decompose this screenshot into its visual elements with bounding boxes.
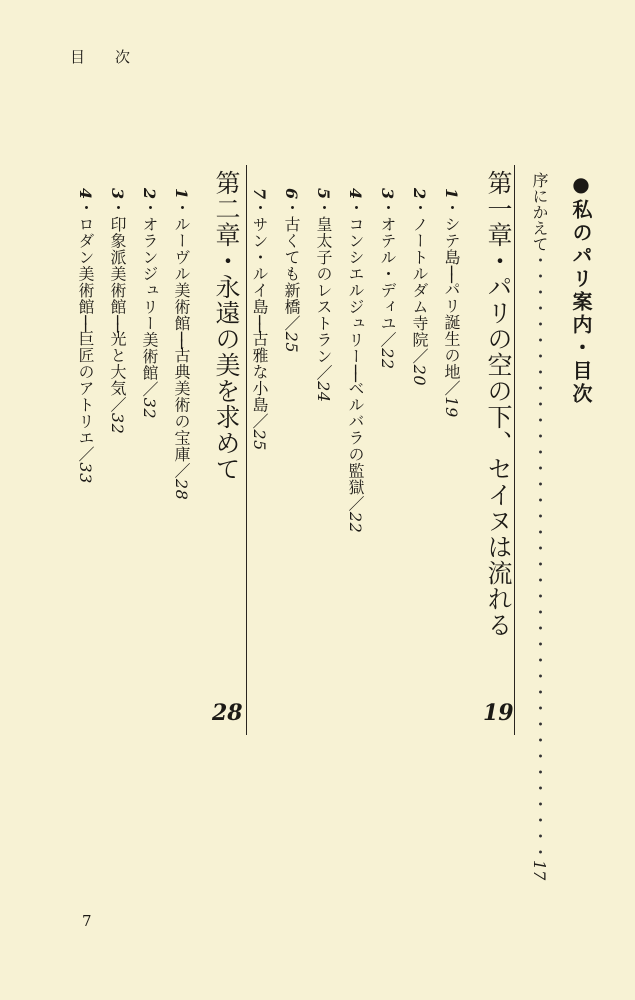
list-item[interactable]: 4・ロダン美術館──巨匠のアトリエ／33 — [76, 188, 95, 484]
leader-dots: ・・・・・・・・・・・・・・・・・・・・・・・・・・・・・・・・・・・・・・ — [530, 252, 549, 860]
list-item[interactable]: 4・コンシエルジュリー──ベルバラの監獄／22 — [346, 188, 365, 534]
page-number: 7 — [82, 912, 92, 930]
preface-label: 序にかえて — [530, 172, 549, 252]
toc-title: ●私のパリ案内・目次 — [569, 172, 593, 406]
list-item[interactable]: 2・オランジュリー美術館／32 — [140, 188, 159, 419]
chapter-2-page: 28 — [212, 700, 243, 726]
chapter-2-title[interactable]: 第二章・永遠の美を求めて — [212, 170, 241, 482]
list-item[interactable]: 1・ルーヴル美術館──古典美術の宝庫／28 — [172, 188, 191, 501]
preface-entry[interactable] — [528, 172, 551, 880]
list-item[interactable]: 2・ノートルダム寺院／20 — [410, 188, 429, 386]
chapter-1-title[interactable]: 第一章・パリの空の下、セイヌは流れる — [484, 170, 513, 638]
list-item[interactable]: 3・オテル・ディユ／22 — [378, 188, 397, 370]
list-item[interactable]: 6・古くても新橋／25 — [282, 188, 301, 353]
running-header: 目次 — [70, 48, 161, 66]
list-item[interactable]: 5・皇太子のレストラン／24 — [314, 188, 333, 403]
list-item[interactable]: 7・サン・ルイ島──古雅な小島／25 — [250, 188, 269, 451]
chapter-1-page: 19 — [483, 700, 514, 726]
divider-line — [246, 165, 247, 735]
list-item[interactable]: 3・印象派美術館──光と大気／32 — [108, 188, 127, 435]
preface-page: 17 — [530, 860, 549, 881]
list-item[interactable]: 1・シテ島──パリ誕生の地／19 — [442, 188, 461, 418]
